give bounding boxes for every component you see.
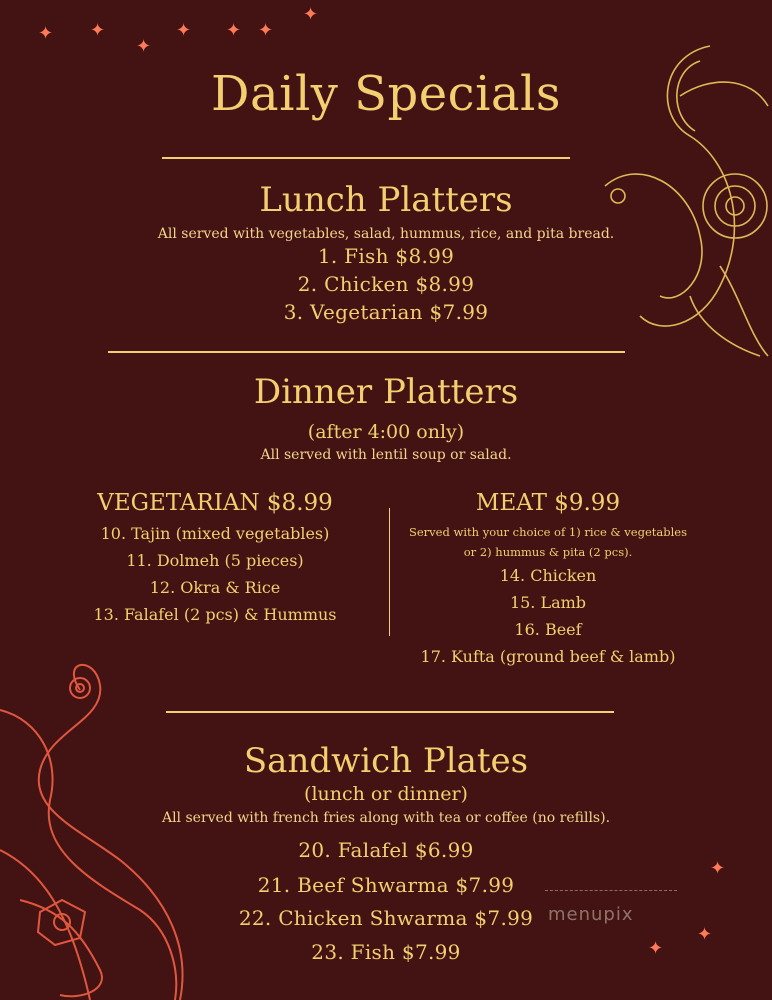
meat-item: 17. Kufta (ground beef & lamb) bbox=[420, 647, 676, 666]
sandwich-item: 20. Falafel $6.99 bbox=[298, 838, 474, 862]
divider bbox=[166, 711, 614, 713]
lunch-heading: Lunch Platters bbox=[259, 180, 513, 220]
sandwich-note: All served with french fries along with tea or coffee (no refills). bbox=[161, 810, 611, 826]
vegetarian-item: 12. Okra & Rice bbox=[149, 578, 281, 597]
watermark: menupix bbox=[548, 904, 634, 925]
sandwich-item: 21. Beef Shwarma $7.99 bbox=[257, 873, 515, 897]
dinner-time-note: (after 4:00 only) bbox=[307, 421, 465, 443]
meat-column bbox=[392, 490, 704, 666]
dinner-note: All served with lentil soup or salad. bbox=[260, 447, 512, 463]
meat-item: 15. Lamb bbox=[509, 593, 587, 612]
lunch-item: 1. Fish $8.99 bbox=[317, 244, 455, 268]
lunch-note: All served with vegetables, salad, hummus, rice, and pita bread. bbox=[157, 226, 615, 242]
sandwich-item: 23. Fish $7.99 bbox=[311, 940, 461, 964]
vegetarian-item: 13. Falafel (2 pcs) & Hummus bbox=[93, 605, 337, 624]
page-title: Daily Specials bbox=[210, 66, 562, 122]
lunch-item: 2. Chicken $8.99 bbox=[297, 272, 475, 296]
divider bbox=[108, 351, 625, 353]
vegetarian-heading: VEGETARIAN $8.99 bbox=[97, 490, 333, 516]
column-divider bbox=[389, 508, 390, 636]
meat-note: or 2) hummus & pita (2 pcs). bbox=[463, 545, 633, 559]
vegetarian-item: 10. Tajin (mixed vegetables) bbox=[100, 524, 330, 543]
sandwich-note: (lunch or dinner) bbox=[304, 783, 468, 805]
lunch-item: 3. Vegetarian $7.99 bbox=[283, 300, 489, 324]
meat-note: Served with your choice of 1) rice & vegetables bbox=[409, 525, 687, 539]
vegetarian-column bbox=[40, 490, 390, 624]
vegetarian-item: 11. Dolmeh (5 pieces) bbox=[126, 551, 304, 570]
divider bbox=[162, 157, 570, 159]
dinner-heading: Dinner Platters bbox=[253, 372, 519, 412]
meat-heading: MEAT $9.99 bbox=[475, 490, 621, 516]
sandwich-item: 22. Chicken Shwarma $7.99 bbox=[238, 906, 534, 930]
meat-item: 14. Chicken bbox=[499, 566, 597, 585]
sandwich-heading: Sandwich Plates bbox=[243, 741, 529, 781]
watermark-divider bbox=[545, 890, 677, 891]
meat-item: 16. Beef bbox=[514, 620, 582, 639]
